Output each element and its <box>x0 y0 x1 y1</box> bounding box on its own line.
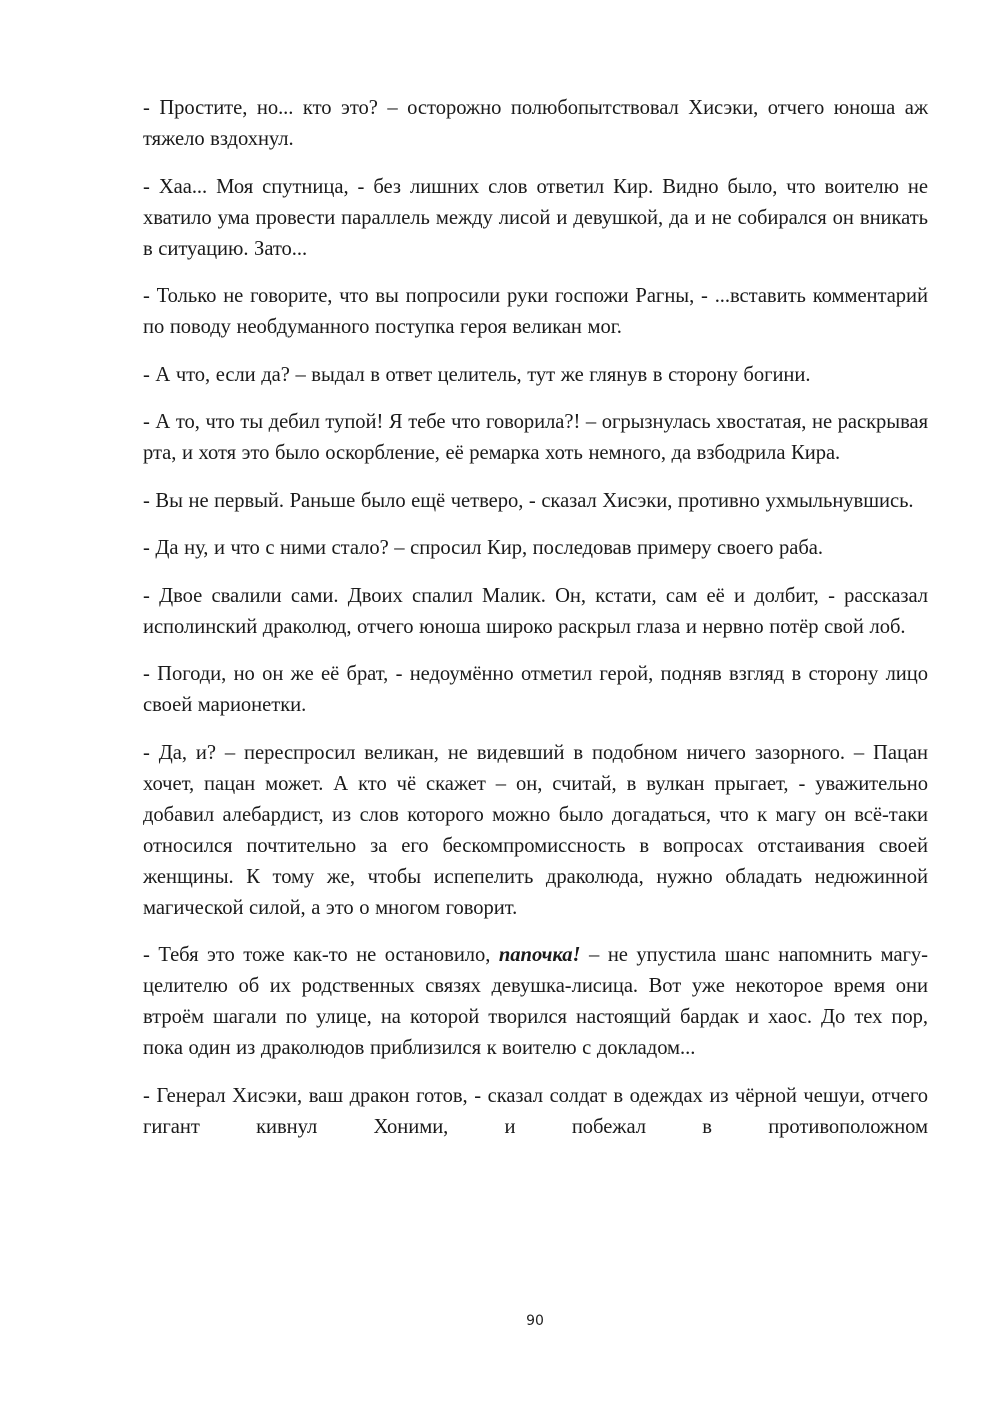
paragraph: - Только не говорите, что вы попросили руки госпожи Рагны, - ...вставить комментарий по поводу необдуманного поступка героя великан мог. <box>143 285 928 338</box>
paragraph: - Вы не первый. Раньше было ещё четверо, - сказал Хисэки, противно ухмыльнувшись. <box>143 489 914 512</box>
paragraph: - Двое свалили сами. Двоих спалил Малик. Он, кстати, сам её и долбит, - рассказал исполинский драколюд, отчего юноша широко раскрыл глаза и нервно потёр свой лоб. <box>143 584 928 638</box>
paragraph: - Да, и? – переспросил великан, не видевший в подобном ничего зазорного. – Пацан хочет, пацан может. А кто чё скажет – он, считай, в вулкан прыгает, - уважительно добавил алебардист, из слов которого можно было догадаться, что к магу он всё-таки относился почтительно за его бескомпромиссность в вопросах отстаивания своей женщины. К тому же, чтобы испепелить драколюда, нужно обладать недюжинной магической силой, а это о многом говорит. <box>143 741 928 919</box>
paragraph: - Простите, но... кто это? – осторожно полюбопытствовал Хисэки, отчего юноша аж тяжело вздохнул. <box>143 97 928 150</box>
paragraph: - А что, если да? – выдал в ответ целитель, тут же глянув в сторону богини. <box>143 363 811 386</box>
page-number: 90 <box>526 1313 544 1329</box>
paragraph: - Хаа... Моя спутница, - без лишних слов ответил Кир. Видно было, что воителю не хватило ума провести параллель между лисой и девушкой, да и не собирался он вникать в ситуацию. Зато... <box>143 175 928 260</box>
text-segment: – не упустила шанс напомнить магу-целителю об их родственных связях девушка-лисица. Вот уже некоторое время они втроём шагали по улице, на которой творился настоящий бардак и хаос. До тех пор, пока один из драколюдов приблизился к воителю с докладом... <box>143 944 928 1059</box>
emphasized-word: папочка! <box>498 944 581 966</box>
paragraph: - Да ну, и что с ними стало? – спросил Кир, последовав примеру своего раба. <box>143 537 823 559</box>
paragraph: - А то, что ты дебил тупой! Я тебе что говорила?! – огрызнулась хвостатая, не раскрывая рта, и хотя это было оскорбление, её ремарка хоть немного, да взбодрила Кира. <box>143 411 928 464</box>
paragraph-with-emphasis <box>143 940 928 1064</box>
text-segment: - Тебя это тоже как-то не остановило, <box>143 944 499 966</box>
paragraph: - Погоди, но он же её брат, - недоумённо отметил герой, подняв взгляд в сторону лицо своей марионетки. <box>143 663 928 716</box>
paragraph: - Генерал Хисэки, ваш дракон готов, - сказал солдат в одеждах из чёрной чешуи, отчего гигант кивнул Хоними, и побежал в противоположном <box>143 1084 928 1138</box>
page-body <box>143 93 928 1159</box>
